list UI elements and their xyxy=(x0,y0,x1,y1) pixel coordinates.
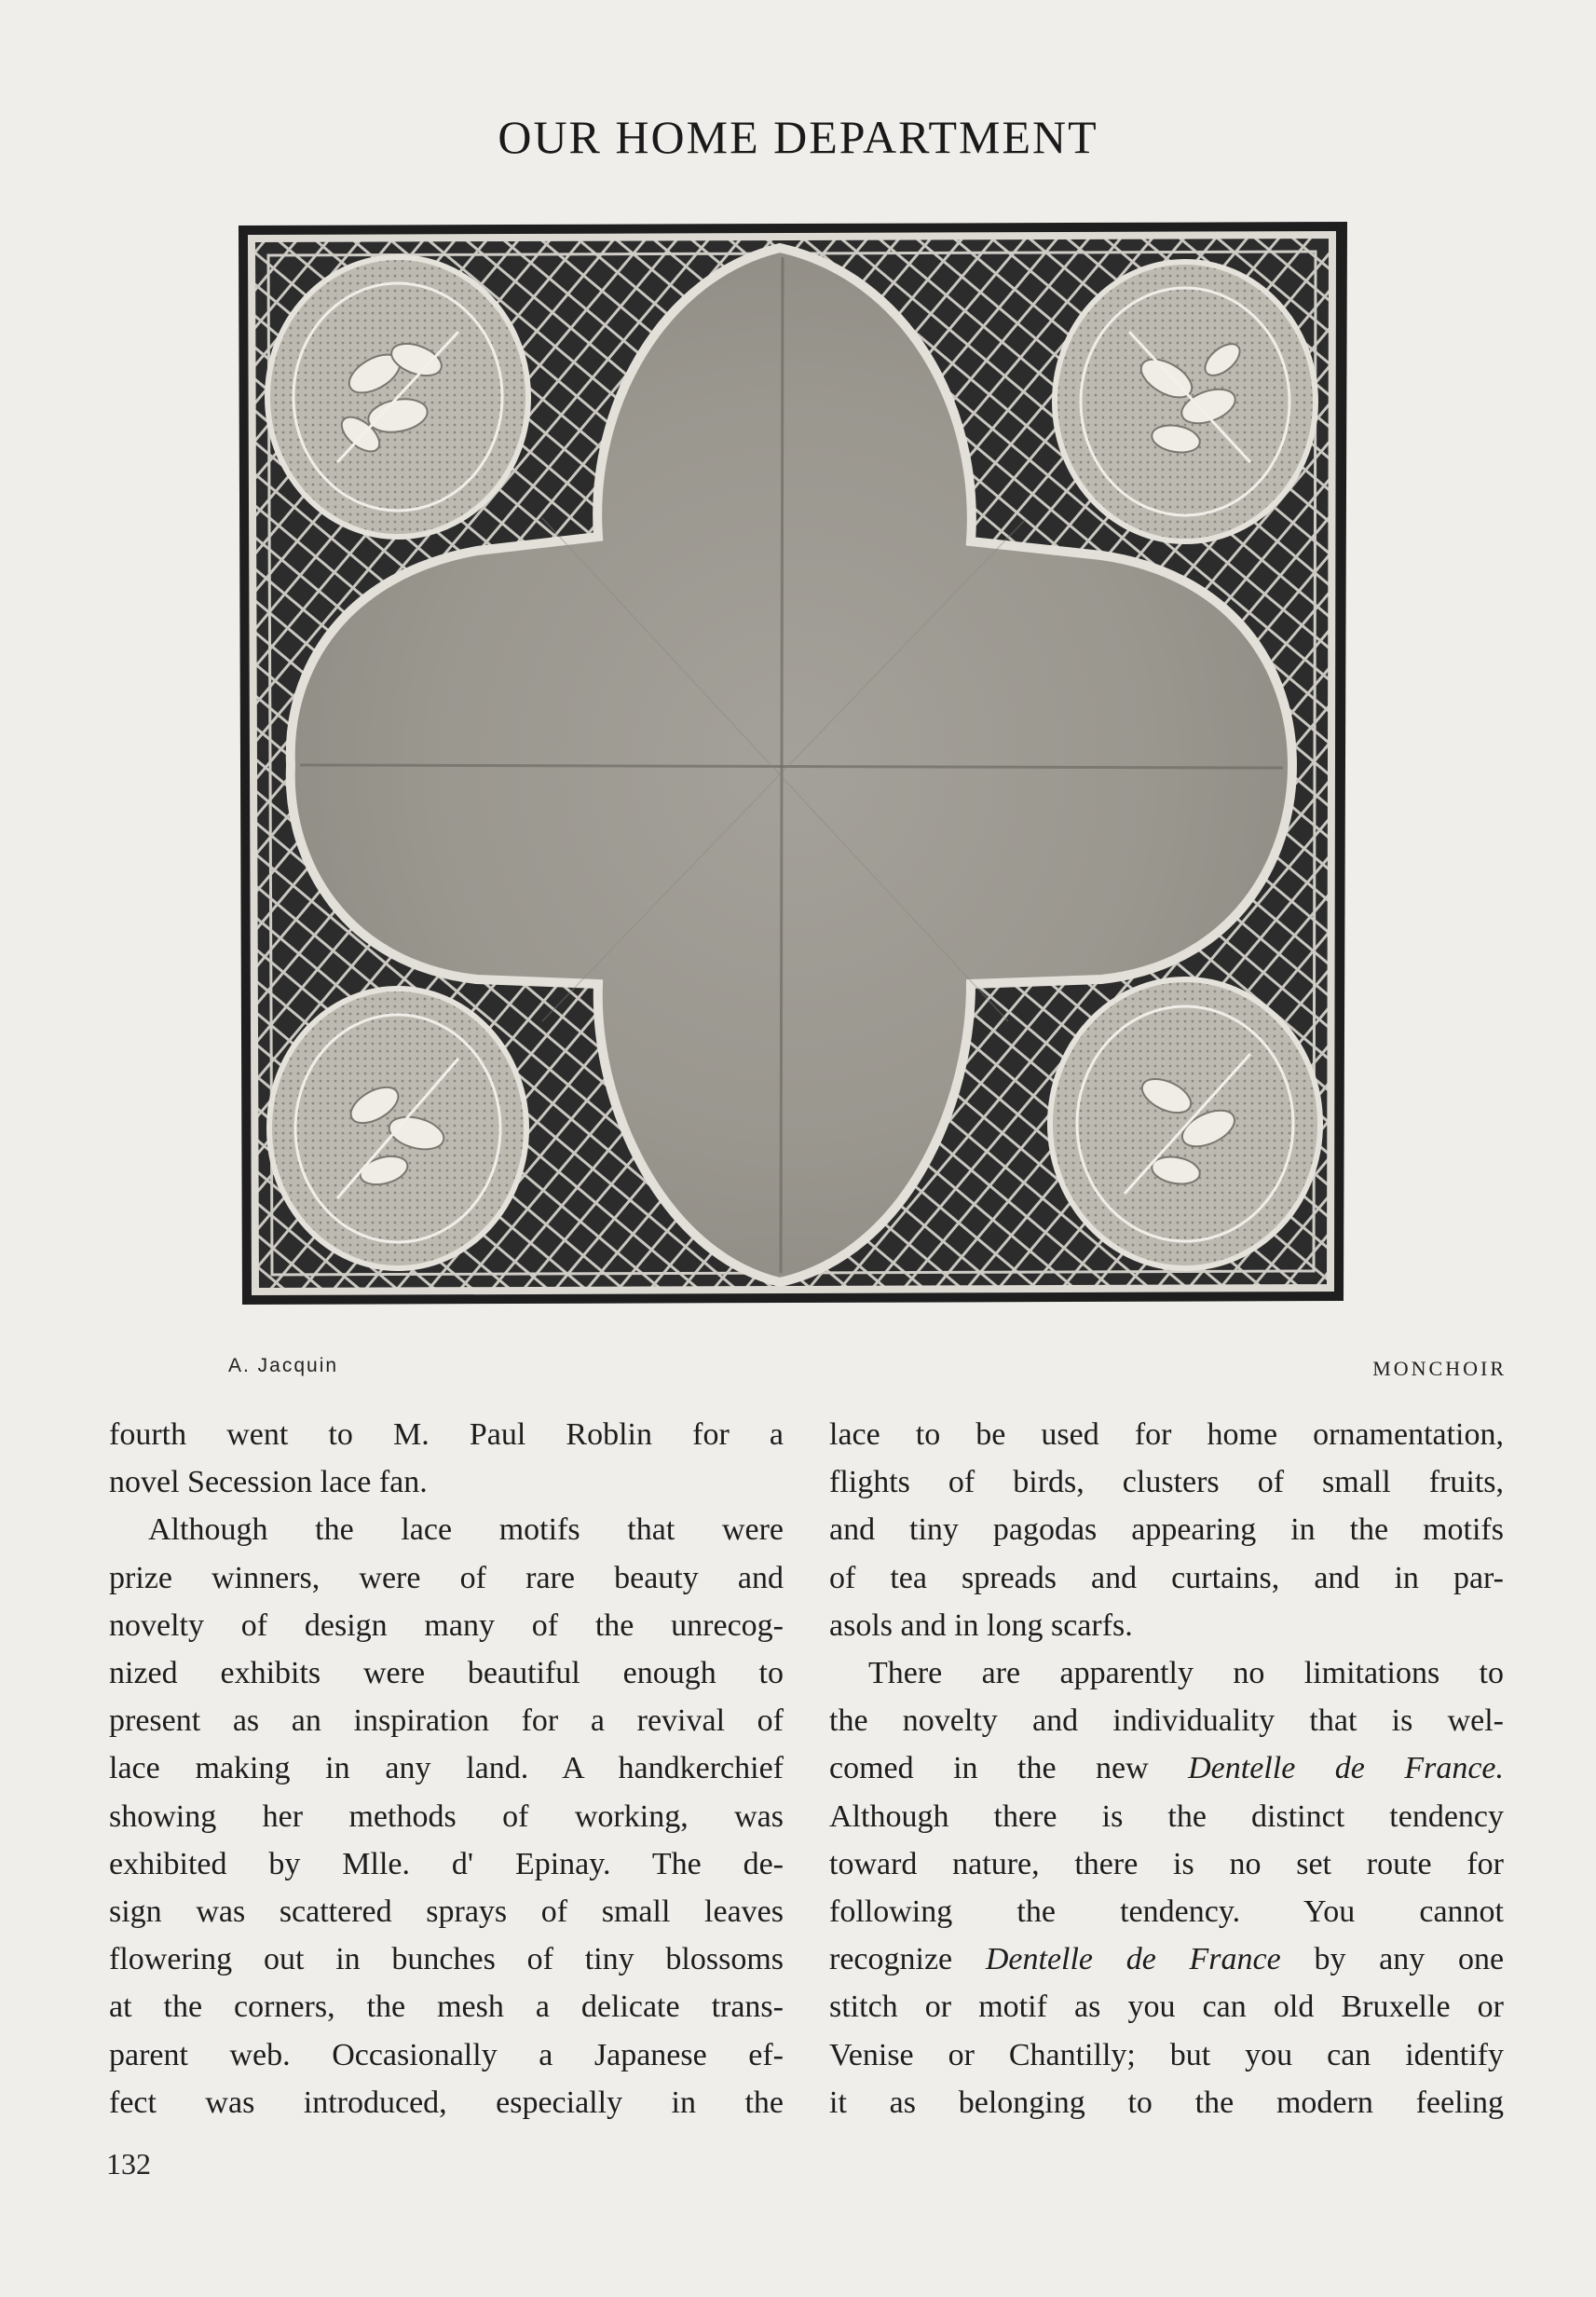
text-line: it as belonging to the modern feeling xyxy=(829,2085,1504,2120)
text-line: toward nature, there is no set route for xyxy=(829,1846,1504,1881)
right-column xyxy=(829,1411,1504,2126)
text-line: and tiny pagodas appearing in the motifs xyxy=(829,1512,1504,1548)
text-line: prize winners, were of rare beauty and xyxy=(109,1560,784,1595)
text-line: flights of birds, clusters of small fruits, xyxy=(829,1465,1504,1500)
text-span: by any one xyxy=(1314,1942,1505,1977)
text-line: fourth went to M. Paul Roblin for a xyxy=(109,1417,784,1452)
text-line: novel Secession lace fan. xyxy=(109,1465,428,1500)
text-line: lace to be used for home ornamentation, xyxy=(829,1417,1504,1452)
italic-term: Dentelle de France. xyxy=(1188,1751,1504,1786)
text-line: Although there is the distinct tendency xyxy=(829,1798,1504,1834)
text-line: showing her methods of working, was xyxy=(109,1798,784,1834)
left-column xyxy=(109,1411,784,2126)
text-line xyxy=(829,1744,1504,1792)
text-line: There are apparently no limitations to xyxy=(868,1656,1504,1691)
text-line: Venise or Chantilly; but you can identify xyxy=(829,2037,1504,2072)
text-line: sign was scattered sprays of small leaves xyxy=(109,1894,784,1930)
page-number: 132 xyxy=(106,2147,151,2181)
text-line: the novelty and individuality that is wel- xyxy=(829,1703,1504,1739)
text-line: stitch or motif as you can old Bruxelle or xyxy=(829,1989,1504,2025)
text-line: Although the lace motifs that were xyxy=(148,1512,784,1548)
text-line: asols and in long scarfs. xyxy=(829,1607,1133,1643)
page-title: OUR HOME DEPARTMENT xyxy=(498,111,1098,163)
photo-credit: A. Jacquin xyxy=(228,1355,339,1376)
text-line: of tea spreads and curtains, and in par- xyxy=(829,1560,1504,1595)
text-line: lace making in any land. A handkerchief xyxy=(109,1751,784,1786)
text-line: fect was introduced, especially in the xyxy=(109,2085,784,2120)
text-line: nized exhibits were beautiful enough to xyxy=(109,1656,784,1691)
text-line: novelty of design many of the unrecog- xyxy=(109,1607,784,1643)
text-line: following the tendency. You cannot xyxy=(829,1894,1504,1930)
text-line: parent web. Occasionally a Japanese ef- xyxy=(109,2037,784,2072)
text-span: recognize xyxy=(829,1942,953,1977)
text-line xyxy=(829,1935,1504,1983)
text-line: present as an inspiration for a revival of xyxy=(109,1703,784,1739)
handkerchief-photo xyxy=(235,220,1351,1306)
figure-caption: MONCHOIR xyxy=(1372,1357,1507,1380)
italic-term: Dentelle de France xyxy=(985,1942,1281,1977)
text-line: at the corners, the mesh a delicate trans- xyxy=(109,1989,784,2025)
text-line: exhibited by Mlle. d' Epinay. The de- xyxy=(109,1846,784,1881)
text-span: comed in the new xyxy=(829,1751,1149,1786)
text-line: flowering out in bunches of tiny blossoms xyxy=(109,1942,784,1977)
